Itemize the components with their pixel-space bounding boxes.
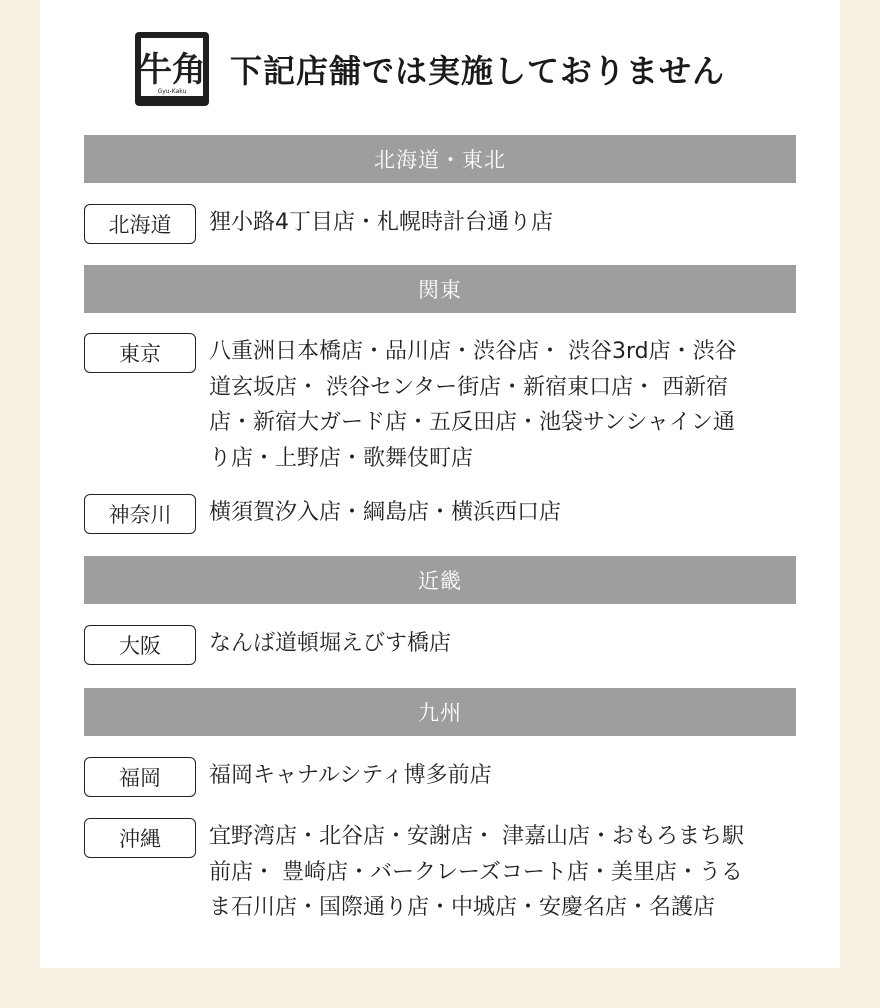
prefecture-label: 福岡: [84, 757, 196, 797]
store-list: なんば道頓堀えびす橋店: [209, 631, 452, 656]
notice-card: [40, 0, 840, 968]
store-list: 横須賀汐入店・綱島店・横浜西口店: [209, 500, 562, 525]
prefecture-label: 沖縄: [84, 818, 196, 858]
prefecture-label: 大阪: [84, 625, 196, 665]
page-title: 下記店舗では実施しておりません: [230, 52, 726, 90]
store-list-line: り店・上野店・歌舞伎町店: [209, 445, 474, 471]
region-header-hokkaido-tohoku: 北海道・東北: [84, 135, 796, 183]
store-list: 福岡キャナルシティ博多前店: [209, 763, 492, 788]
store-list-line: 店・新宿大ガード店・五反田店・池袋サンシャイン通: [209, 410, 735, 435]
store-list-line: 八重洲日本橋店・品川店・渋谷店・ 渋谷3rd店・渋谷: [209, 339, 737, 364]
header: [132, 29, 725, 109]
region-header-kyushu: 九州: [84, 688, 796, 736]
store-list-line: 宜野湾店・北谷店・安謝店・ 津嘉山店・おもろまち駅: [209, 824, 744, 849]
store-list-line: ま石川店・国際通り店・中城店・安慶名店・名護店: [209, 895, 716, 920]
region-header-kinki: 近畿: [84, 556, 796, 604]
store-list-line: 前店・ 豊崎店・バークレーズコート店・美里店・うる: [209, 859, 743, 885]
prefecture-label: 東京: [84, 333, 196, 373]
region-header-kanto: 関東: [84, 265, 796, 313]
gyukaku-logo: [132, 29, 212, 109]
prefecture-label: 神奈川: [84, 494, 196, 534]
store-list-line: 道玄坂店・ 渋谷センター街店・新宿東口店・ 西新宿: [209, 374, 729, 400]
svg-text:Gyu-Kaku: Gyu-Kaku: [157, 88, 187, 95]
store-list: [209, 334, 799, 476]
prefecture-label: 北海道: [84, 204, 196, 244]
store-list: [209, 819, 799, 926]
svg-text:牛角: 牛角: [138, 50, 206, 90]
store-list: 狸小路4丁目店・札幌時計台通り店: [209, 210, 553, 235]
